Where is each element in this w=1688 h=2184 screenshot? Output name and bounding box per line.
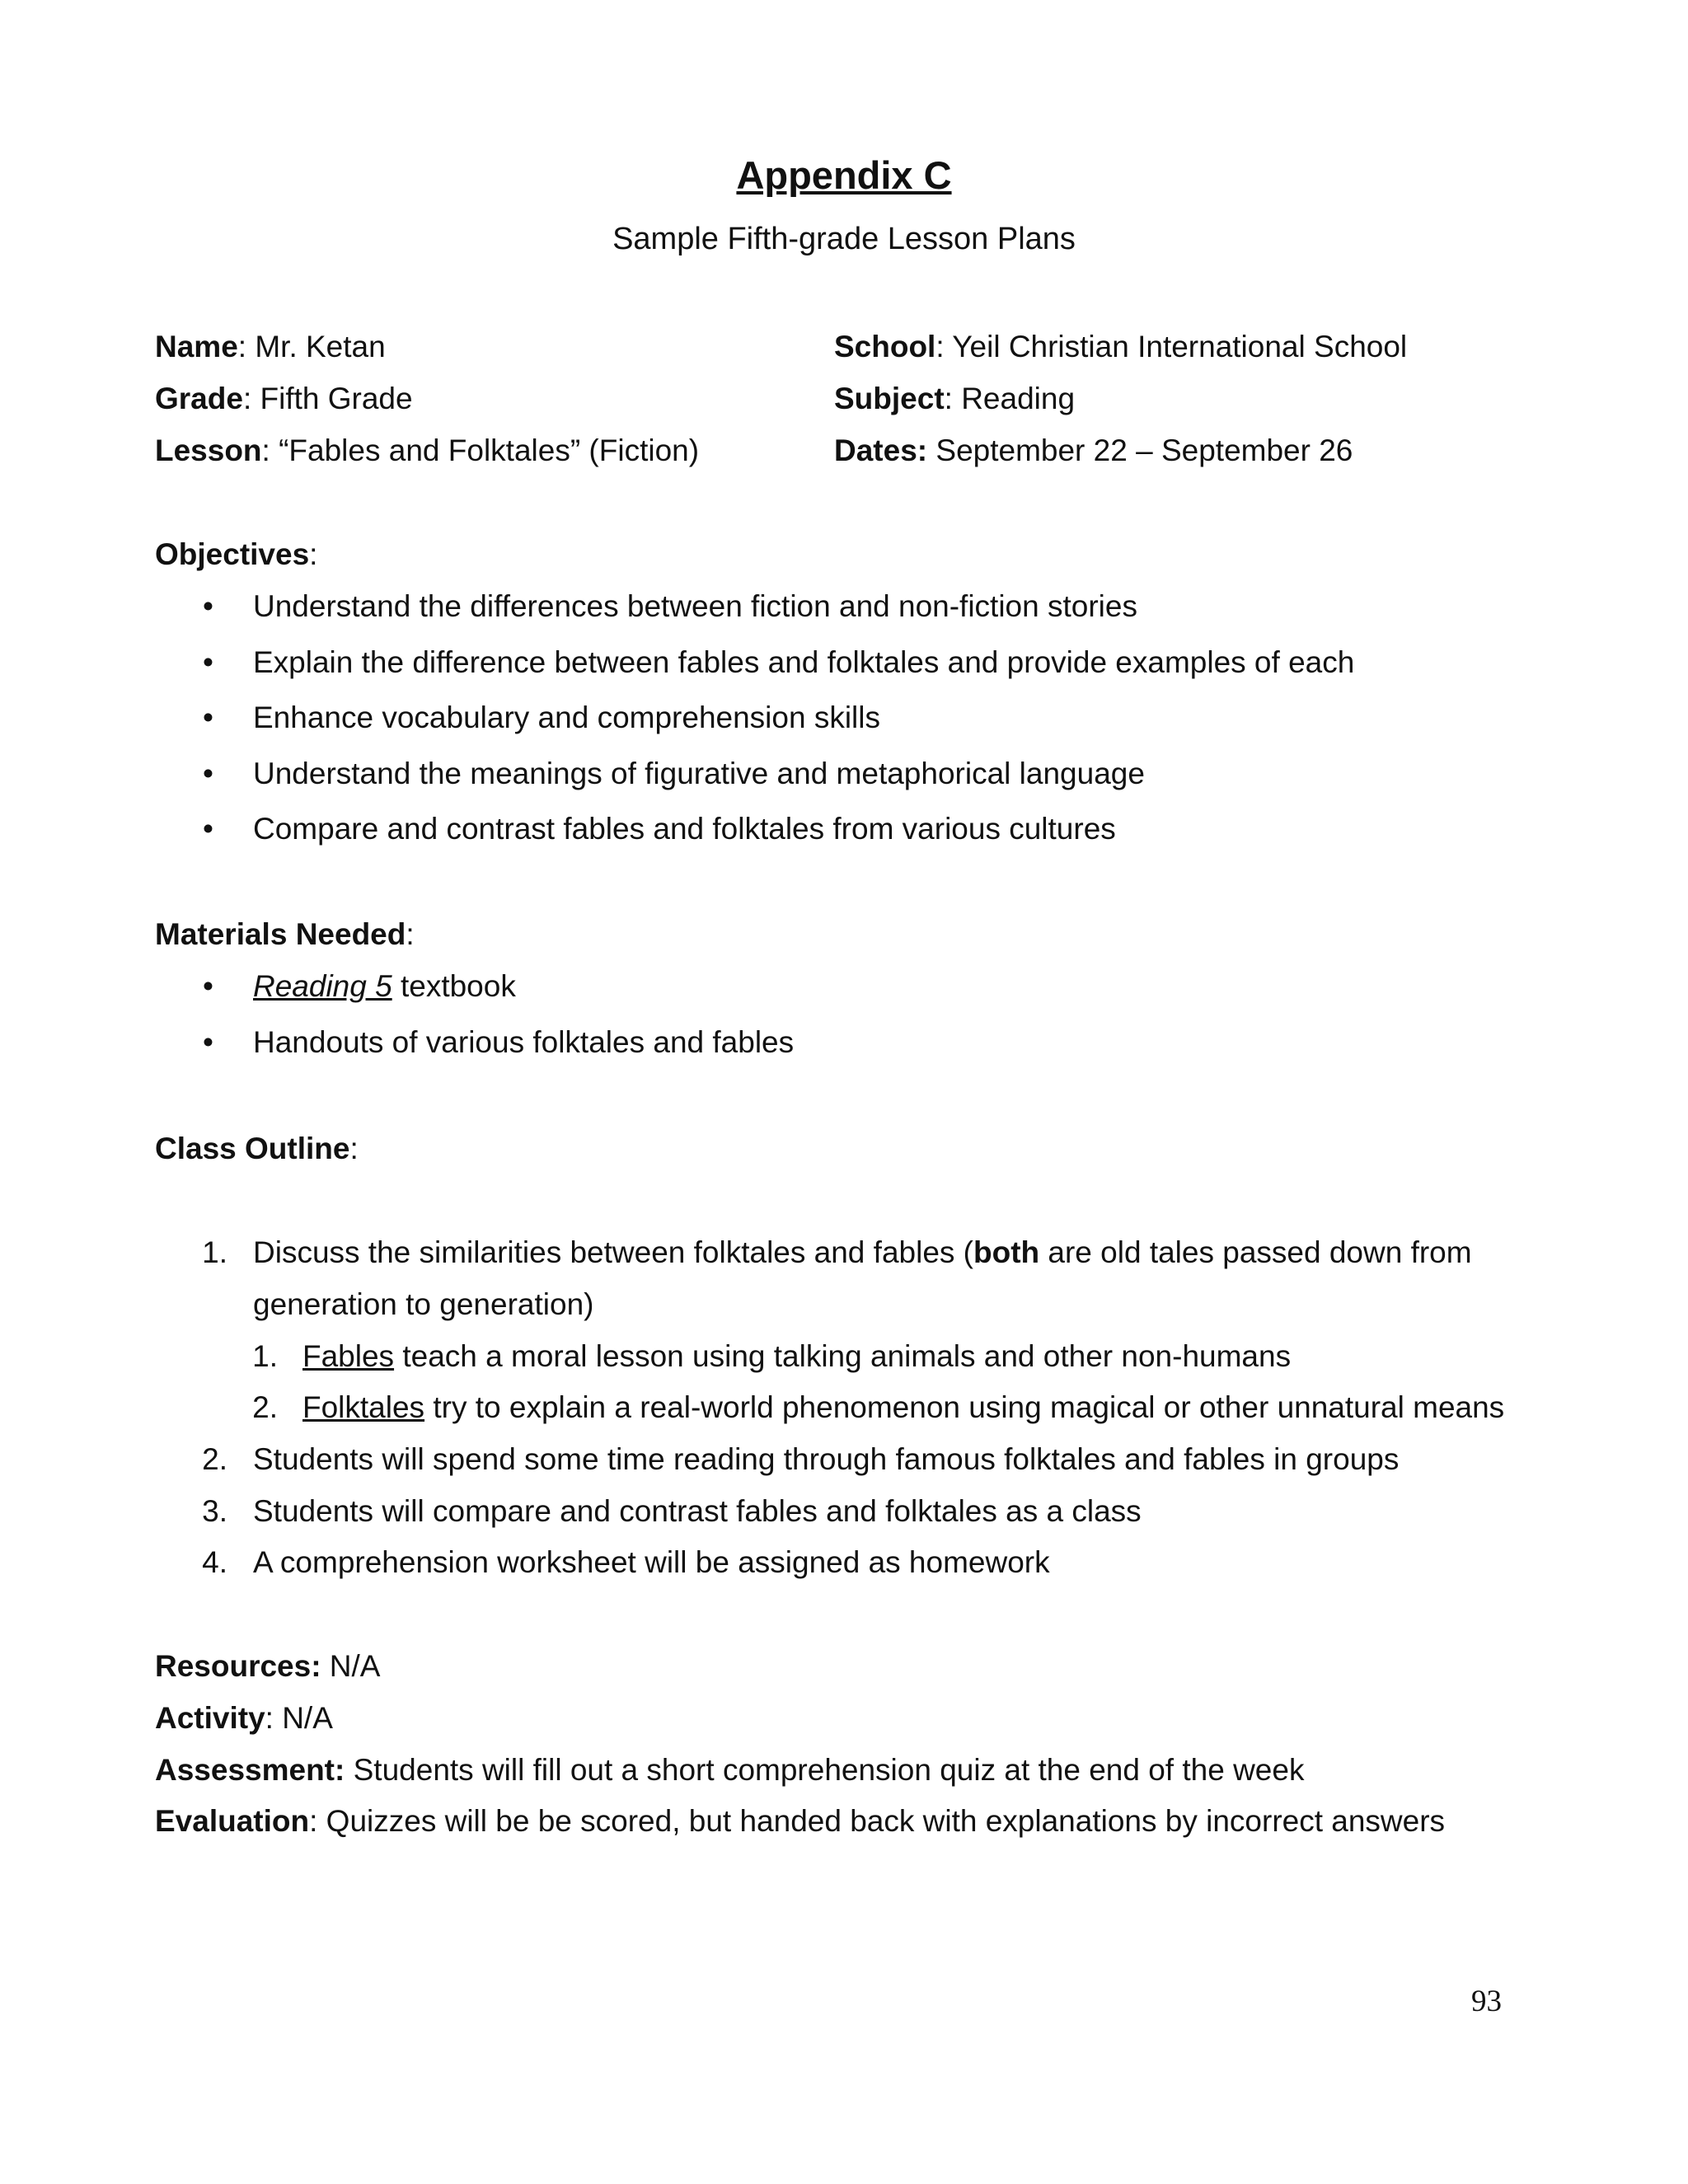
- name-value: : Mr. Ketan: [237, 330, 386, 363]
- activity-field: Activity: N/A: [155, 1701, 333, 1735]
- subject-label: Subject: [834, 382, 945, 415]
- grade-field: [155, 379, 413, 419]
- resources-field: Resources: N/A: [155, 1649, 381, 1683]
- bullet-icon: •: [203, 812, 213, 846]
- page-number: 93: [1471, 1985, 1502, 2018]
- bullet-icon: •: [203, 969, 213, 1003]
- materials-heading: Materials Needed:: [155, 917, 415, 951]
- name-field: [155, 327, 386, 367]
- objectives-heading: Objectives:: [155, 537, 318, 571]
- bullet-icon: •: [203, 645, 213, 679]
- objective-item: Enhance vocabulary and comprehension skills: [253, 701, 880, 734]
- textbook-title: Reading 5: [253, 969, 392, 1003]
- grade-value: : Fifth Grade: [242, 382, 413, 415]
- outline-item: Discuss the similarities between folktales and fables (both are old tales passed down from: [253, 1235, 1472, 1269]
- material-item: Reading 5 textbook: [253, 969, 516, 1003]
- school-field: [834, 327, 1407, 367]
- bullet-icon: •: [203, 757, 213, 790]
- subject-value: : Reading: [944, 382, 1076, 415]
- outline-subitem: Fables teach a moral lesson using talking animals and other non-humans: [302, 1339, 1292, 1373]
- dates-field: [834, 431, 1353, 471]
- outline-subnumber: 1.: [252, 1339, 278, 1373]
- lesson-field: [155, 431, 699, 471]
- objective-item: Understand the differences between fiction and non-fiction stories: [253, 589, 1137, 623]
- school-label: School: [834, 330, 936, 363]
- outline-subnumber: 2.: [252, 1390, 278, 1424]
- folktales-term: Folktales: [302, 1390, 425, 1424]
- bullet-icon: •: [203, 701, 213, 734]
- outline-item: Students will spend some time reading through famous folktales and fables in groups: [253, 1442, 1400, 1476]
- outline-subitem: Folktales try to explain a real-world phenomenon using magical or other unnatural means: [302, 1390, 1505, 1424]
- subject-field: [834, 379, 1075, 419]
- bullet-icon: •: [203, 589, 213, 623]
- objective-item: Compare and contrast fables and folktales from various cultures: [253, 812, 1116, 846]
- name-label: Name: [155, 330, 238, 363]
- objective-item: Explain the difference between fables and folktales and provide examples of each: [253, 645, 1355, 679]
- school-value: : Yeil Christian International School: [935, 330, 1408, 363]
- dates-label: Dates:: [834, 434, 928, 467]
- grade-label: Grade: [155, 382, 243, 415]
- outline-number: 4.: [202, 1545, 227, 1579]
- fables-term: Fables: [302, 1339, 395, 1373]
- outline-item: A comprehension worksheet will be assigned as homework: [253, 1545, 1050, 1579]
- outline-number: 3.: [202, 1494, 227, 1528]
- outline-number: 1.: [202, 1235, 227, 1269]
- assessment-field: Assessment: Students will fill out a short comprehension quiz at the end of the week: [155, 1753, 1305, 1787]
- page-subtitle: Sample Fifth-grade Lesson Plans: [612, 222, 1076, 256]
- page-title: Appendix C: [736, 153, 952, 197]
- outline-item: Students will compare and contrast fables and folktales as a class: [253, 1494, 1142, 1528]
- bullet-icon: •: [203, 1025, 213, 1059]
- dates-value: September 22 – September 26: [927, 434, 1353, 467]
- lesson-label: Lesson: [155, 434, 262, 467]
- evaluation-field: Evaluation: Quizzes will be be scored, but handed back with explanations by incorrect answers: [155, 1804, 1446, 1838]
- lesson-value: : “Fables and Folktales” (Fiction): [261, 434, 700, 467]
- outline-item-continuation: generation to generation): [253, 1287, 594, 1321]
- objective-item: Understand the meanings of figurative and metaphorical language: [253, 757, 1145, 790]
- material-item: Handouts of various folktales and fables: [253, 1025, 795, 1059]
- outline-number: 2.: [202, 1442, 227, 1476]
- outline-heading: Class Outline:: [155, 1132, 359, 1165]
